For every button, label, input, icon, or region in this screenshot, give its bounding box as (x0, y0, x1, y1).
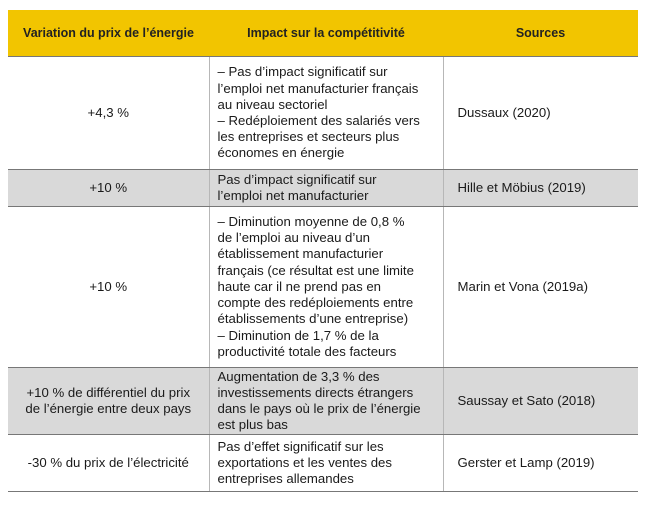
cell-source: Saussay et Sato (2018) (443, 368, 638, 435)
energy-price-competitiveness-table (8, 10, 638, 492)
impact-line: – Diminution de 1,7 % de la (217, 327, 379, 343)
impact-line: établissements d’une entreprise) (217, 311, 409, 327)
impact-line: Augmentation de 3,3 % des (217, 368, 380, 384)
impact-line: investissements directs étrangers (217, 384, 414, 400)
impact-line: dans le pays où le prix de l’énergie (217, 401, 421, 416)
variation-text: +10 % (89, 179, 128, 195)
cell-impact (209, 435, 443, 492)
impact-line: l’emploi net manufacturier français (217, 80, 419, 96)
table-row (8, 207, 638, 368)
cell-variation (8, 57, 209, 170)
impact-line: Pas d’effet significatif sur les (217, 438, 384, 454)
variation-text: +10 % de différentiel du prix (26, 384, 191, 400)
variation-text: -30 % du prix de l’électricité (27, 454, 189, 470)
impact-line: entreprises allemandes (217, 471, 354, 487)
cell-impact (209, 170, 443, 207)
variation-text: de l’énergie entre deux pays (25, 401, 192, 416)
table-row (8, 368, 638, 435)
variation-text: +4,3 % (87, 104, 129, 120)
impact-line: exportations et les ventes des (217, 454, 392, 470)
impact-line: haute car il ne prend pas en (217, 278, 381, 294)
impact-line: productivité totale des facteurs (217, 343, 397, 359)
impact-line: compte des redéploiements entre (217, 295, 414, 311)
header-impact: Impact sur la compétitivité (209, 10, 443, 57)
impact-line: au niveau sectoriel (217, 96, 328, 112)
cell-source: Marin et Vona (2019a) (443, 207, 638, 368)
header-sources: Sources (443, 10, 638, 57)
impact-line: de l’emploi au niveau d’un (217, 230, 370, 246)
cell-variation (8, 170, 209, 207)
cell-source: Gerster et Lamp (2019) (443, 435, 638, 492)
header-variation: Variation du prix de l’énergie (8, 10, 209, 57)
table-row (8, 435, 638, 492)
cell-impact (209, 207, 443, 368)
cell-source: Hille et Möbius (2019) (443, 170, 638, 207)
impact-line: économes en énergie (217, 145, 345, 161)
table-row (8, 170, 638, 207)
impact-line: – Diminution moyenne de 0,8 % (217, 214, 405, 230)
cell-source: Dussaux (2020) (443, 57, 638, 170)
impact-line: est plus bas (217, 417, 288, 433)
impact-line: établissement manufacturier (217, 246, 384, 262)
cell-variation (8, 207, 209, 368)
cell-impact (209, 368, 443, 435)
impact-line: – Pas d’impact significatif sur (217, 64, 388, 80)
impact-line: Pas d’impact significatif sur (217, 171, 377, 187)
impact-line: les entreprises et secteurs plus (217, 129, 400, 145)
variation-text: +10 % (89, 278, 128, 294)
cell-impact (209, 57, 443, 170)
table-row (8, 57, 638, 170)
impact-line: – Redéploiement des salariés vers (217, 113, 420, 128)
cell-variation (8, 368, 209, 435)
cell-variation (8, 435, 209, 492)
table-header-row (8, 10, 638, 57)
impact-line: français (ce résultat est une limite (217, 262, 414, 278)
impact-line: l’emploi net manufacturier (217, 188, 369, 203)
